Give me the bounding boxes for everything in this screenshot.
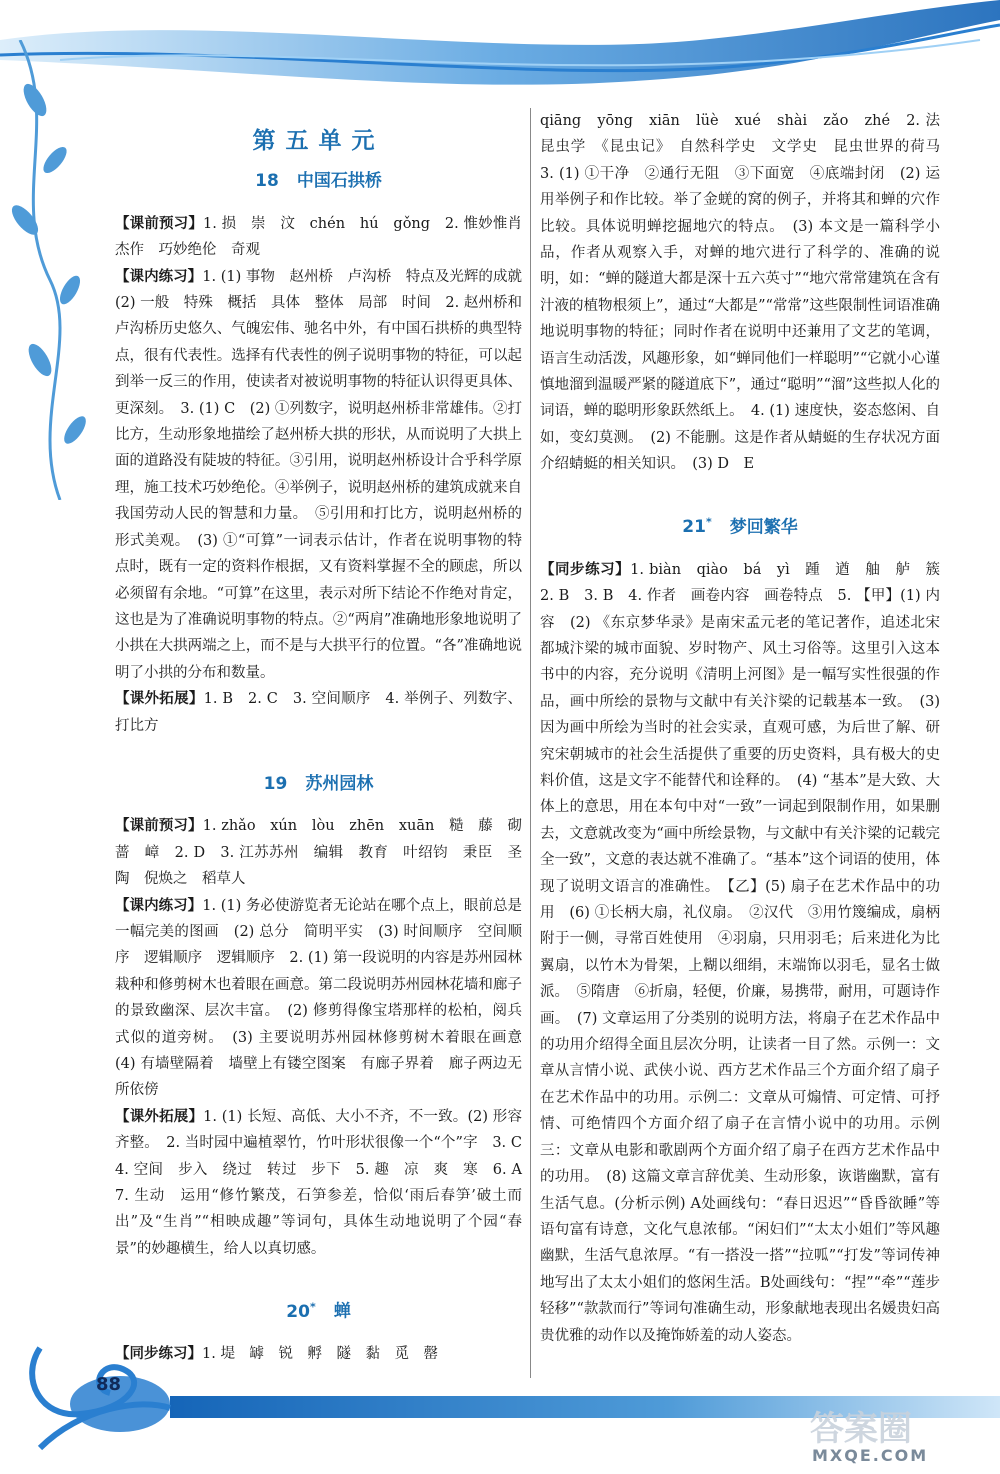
lesson-20-practice: 【同步练习】1. 堤 罅 锐 孵 隧 黏 觅 罄 — [115, 1345, 438, 1363]
lesson-19-title: 19 苏州园林 — [263, 773, 374, 794]
lesson-21-practice: 【同步练习】1. biàn qiào bá yì 踵 遒 舳 舻 簇 2. B 3. B 4. 作者 画卷内容 画卷特点 5. 【甲】(1) 内容 (2) 《东京梦华录》是南宋孟元老的笔记著作，追述北宋都城汴梁的城市面貌、岁时物产、风土习俗等。这里引入这本书中的内容，充分说明《清明上河图》是一幅写实性很强的作品，画中所绘的景物与文献中有关汴梁的记载基本一致。 (3) 因为画中所绘为当时的社会实录，直观可感，为后世了解、研究宋朝城市的社会生活提供了重要的历史资料，具有极大的史料价值，这是文字不能替代和诠释的。 (4) “基本”是大致、大体上的意思，用在本句中对“一致”一词起到限制作用，如果删去，文意就改变为“画中所绘景物，与文献中有关汴梁的记载完全一致”，文意的表达就不准确了。“基本”这个词语的使用，体现了说明文语言的准确性。 【乙】(5) 扇子在艺术作品中的功用 (6) ①长柄大扇，礼仪扇。 ②汉代 ③用竹篾编成，扇柄附于一侧，寻常百姓使用 ④羽扇，只用羽毛；后来进化为比翼扇，以竹木为骨架，上糊以细绢，末端饰以羽毛，显名士做派。 ⑤隋唐 ⑥折扇，轻便，价廉，易携带，耐用，可题诗作画。 (7) 文章运用了分类别的说明方法，将扇子在艺术作品中的功用介绍得全面且层次分明，让读者一目了然。示例一：文章从言情小说、武侠小说、西方艺术作品三个方面介绍了扇子在艺术作品中的功用。示例二：文章从可煽情、可定情、可抒情、可绝情四个方面介绍了扇子在言情小说中的功用。示例三：文章从电影和歌剧两个方面介绍了扇子在西方艺术作品中的功用。 (8) 这篇文章言辞优美、生动形象，诙谐幽默，富有生活气息。(分析示例) A处画线句：“春日迟迟”“昏昏欲睡”等语句富有诗意，文化气息浓郁。“闲妇们”“太太小姐们”等风趣幽默，生活气息浓厚。“有一搭没一搭”“拉呱”“打发”等词传神地写出了太太小姐们的悠闲生活。B处画线句：“捏”“牵”“莲步轻移”“款款而行”等词句准确生动，形象献地表现出名媛贵妇高贵优雅的动作以及掩饰娇羞的动人姿态。 — [540, 560, 955, 1344]
lesson-19-extension: 【课外拓展】1. (1) 长短、高低、大小不齐，不一致。(2) 形容齐整。 2. 当时园中遍植翠竹，竹叶形状很像一个“个”字 3. C 4. 空间 步入 绕过 转过 步下 5. 趣 凉 爽 寒 6. A 7. 生动 运用“修竹繁茂，石笋参差，恰似‘雨后春笋’破土而出”及“生肖”“相映成趣”等词句，具体生动地说明了个园“春景”的妙趣横生，给人以真切感。 — [115, 1107, 537, 1257]
watermark-text: MXQE.COM — [812, 1446, 929, 1465]
lesson-18-classwork: 【课内练习】1. (1) 事物 赵州桥 卢沟桥 特点及光辉的成就 (2) 一般 特殊 概括 具体 整体 局部 时间 2. 赵州桥和卢沟桥历史悠久、气魄宏伟、驰名中外，有中国石拱桥的典型特点，很有代表性。选择有代表性的例子说明事物的特征，可以起到举一反三的作用，使读者对被说明事物的特征认识得更具体、更深刻。 3. (1) C (2) ①列数字，说明赵州桥非常雄伟。②打比方，生动形象地描绘了赵州桥大拱的形状，从而说明了大拱上面的道路没有陡坡的特征。③引用，说明赵州桥设计合乎科学原理，施工技术巧妙绝伦。④举例子，说明赵州桥的建筑成就来自我国劳动人民的智慧和力量。 ⑤引用和打比方，说明赵州桥的形式美观。 (3) ①“可算”一词表示估计，作者在说明事物的特点时，既有一定的资料作根据，又有资料掌握不全的顾虑，所以必须留有余地。“可算”在这里，表示对所下结论不作绝对肯定，这也是为了准确说明事物的特点。②“两肩”准确地形象地说明了小拱在大拱两端之上，而不是与大拱平行的位置。“各”准确地说明了小拱的分布和数量。 — [115, 267, 537, 681]
lesson-20-title: 20* 蝉 — [286, 1300, 351, 1322]
top-banner-graphic — [0, 0, 1000, 110]
lesson-18-extension: 【课外拓展】1. B 2. C 3. 空间顺序 4. 举例子、列数字、打比方 — [115, 690, 522, 734]
unit-title: 第五单元 — [252, 128, 385, 154]
right-column — [540, 108, 955, 1349]
lesson-20-practice-continued: qiāng yōng xiān lüè xué shài zǎo zhé 2. 法 昆虫学 《昆虫记》 自然科学史 文学史 昆虫世界的荷马 3. (1) ①干净 ②通行无阻 ③下面宽 ④底端封闭 (2) 运用举例子和作比较。举了金蜣的窝的例子，并将其和蝉的穴作比较。具体说明蝉挖掘地穴的特点。 (3) 本文是一篇科学小品，作者从观察入手，对蝉的地穴进行了科学的、准确的说明，如：“蝉的隧道大都是深十五六英寸”“地穴常常建筑在含有汁液的植物根须上”，通过“大都是”“常常”这些限制性词语准确地说明事物的特征；同时作者在说明中还兼用了文艺的笔调，语言生动活泼，风趣形象，如“蝉同他们一样聪明”“它就小心谨慎地溜到温暖严紧的隧道底下”，通过“聪明”“溜”这些拟人化的词语，蝉的聪明形象跃然纸上。 4. (1) 速度快，姿态悠闲、自如，变幻莫测。 (2) 不能删。这是作者从蜻蜓的生存状况方面介绍蜻蜓的相关知识。 (3) D E — [540, 113, 955, 473]
lesson-19-preview: 【课前预习】1. zhǎo xún lòu zhēn xuān 糙 藤 砌 蔷 嶂 2. D 3. 江苏苏州 编辑 教育 叶绍钧 秉臣 圣陶 倪焕之 稻草人 — [115, 817, 537, 888]
lesson-18-title: 18 中国石拱桥 — [255, 171, 382, 192]
vine-decoration — [0, 40, 130, 500]
column-divider — [530, 108, 531, 1378]
lesson-19-classwork: 【课内练习】1. (1) 务必使游览者无论站在哪个点上，眼前总是一幅完美的图画 (2) 总分 简明平实 (3) 时间顺序 空间顺序 逻辑顺序 逻辑顺序 2. (1) 第一段说明的内容是苏州园林栽种和修剪树木也着眼在画意。第二段说明苏州园林花墙和廊子的景致幽深、层次丰富。 (2) 修剪得像宝塔那样的松柏，阅兵式似的道旁树。 (3) 主要说明苏州园林修剪树木着眼在画意 (4) 有墙壁隔着 墙壁上有镂空图案 有廊子界着 廊子两边无所依傍 — [115, 896, 537, 1099]
watermark-mark: 答案圈 — [810, 1409, 912, 1449]
lesson-21-title: 21* 梦回繁华 — [682, 515, 798, 538]
left-column — [115, 120, 537, 1368]
page-number: 88 — [96, 1374, 122, 1395]
lesson-18-preview: 【课前预习】1. 损 崇 汶 chén hú gǒng 2. 惟妙惟肖 杰作 巧妙绝伦 奇观 — [115, 214, 537, 259]
